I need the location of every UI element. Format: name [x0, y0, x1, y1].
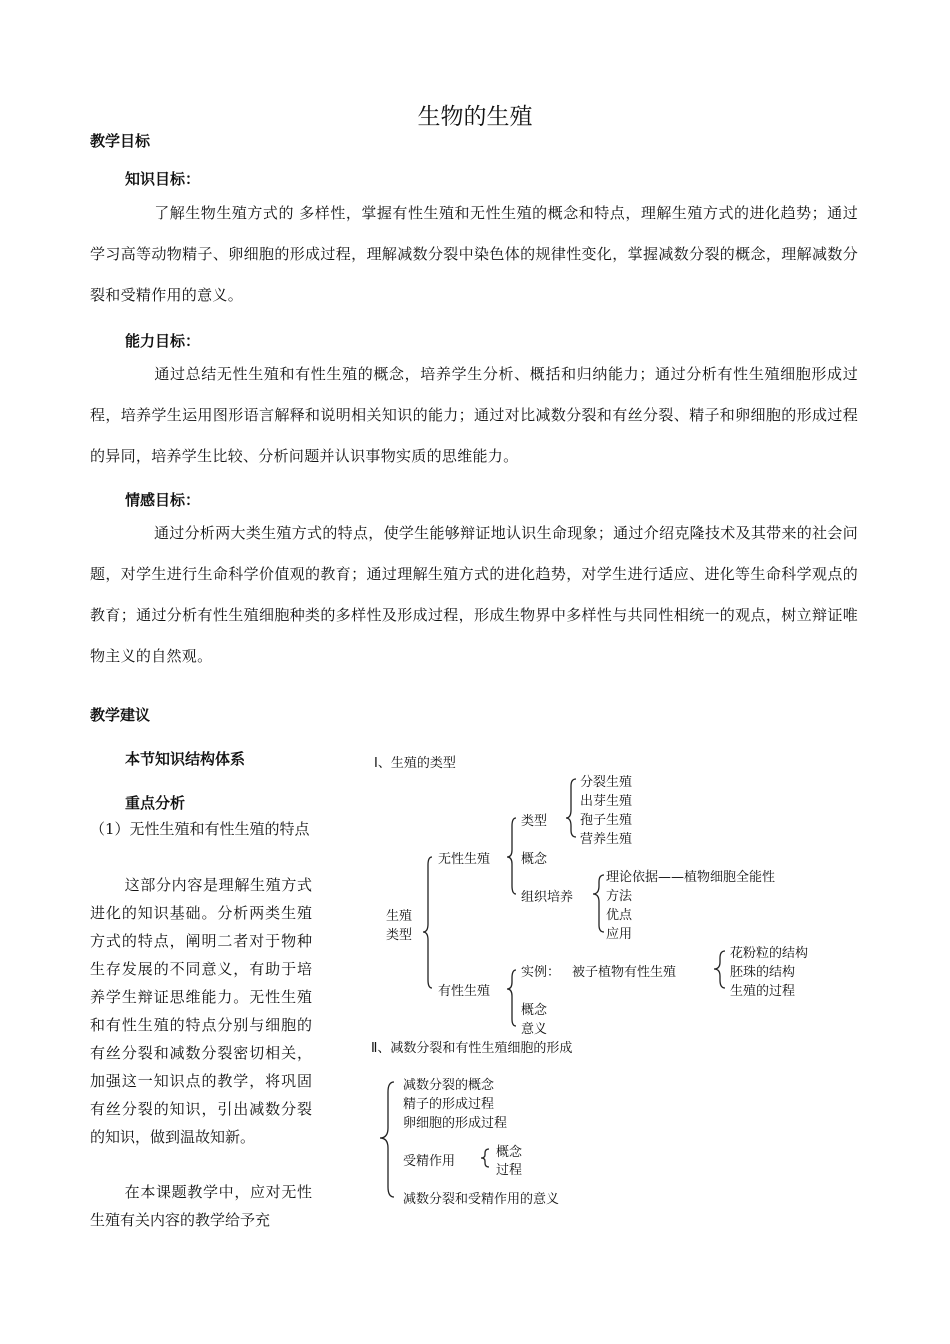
knowledge-text: 了解生物生殖方式的 多样性，掌握有性生殖和无性生殖的概念和特点，理解生殖方式的进化趋势；通过学习高等动物精子、卵细胞的形成过程，理解减数分裂中染色体的规律性变化，掌握减数分裂的概念，理解减数分裂和受精作用的意义。	[90, 204, 858, 304]
diagram-tissue-culture: 组织培养	[521, 890, 574, 905]
emotion-heading: 情感目标：	[125, 491, 201, 509]
diagram-example-text: 被子植物有性生殖	[572, 965, 677, 980]
diagram-p2-2: 精子的形成过程	[403, 1097, 495, 1112]
diagram-ex-3: 生殖的过程	[730, 984, 796, 999]
diagram-sexual-concept: 概念	[521, 1003, 548, 1018]
diagram-type-2: 出芽生殖	[580, 794, 633, 809]
diagram-ex-2: 胚珠的结构	[730, 965, 796, 980]
diagram-p2-last: 减数分裂和受精作用的意义	[403, 1192, 560, 1207]
ability-text: 通过总结无性生殖和有性生殖的概念，培养学生分析、概括和归纳能力；通过分析有性生殖细胞形成过程，培养学生运用图形语言解释和说明相关知识的能力；通过对比减数分裂和有丝分裂、精子和卵细胞的形成过程的异同，培养学生比较、分析问题并认识事物实质的思维能力。	[90, 365, 858, 465]
diagram-tc-method: 方法	[606, 889, 633, 904]
diagram-type-3: 孢子生殖	[580, 813, 633, 828]
diagram-type-4: 营养生殖	[580, 832, 633, 847]
diagram-p2-1: 减数分裂的概念	[403, 1078, 495, 1093]
diagram-fertilization: 受精作用	[403, 1154, 456, 1169]
key-paragraph-2-text: 在本课题教学中，应对无性生殖有关内容的教学给予充	[90, 1183, 312, 1229]
diagram-ex-1: 花粉粒的结构	[730, 946, 809, 961]
diagram-fert-concept: 概念	[496, 1145, 523, 1160]
diagram-asexual-concept: 概念	[521, 852, 548, 867]
knowledge-heading: 知识目标：	[125, 170, 201, 188]
key-paragraph-1-text: 这部分内容是理解生殖方式进化的知识基础。分析两类生殖方式的特点，阐明二者对于物种生存发展的不同意义，有助于培养学生辩证思维能力。无性生殖和有性生殖的特点分别与细胞的有丝分裂和减数分裂密切相关，加强这一知识点的教学，将巩固有丝分裂的知识，引出减数分裂的知识，做到温故知新。	[90, 876, 312, 1146]
diagram-p2-3: 卵细胞的形成过程	[403, 1116, 508, 1131]
diagram-root-line2: 类型	[386, 928, 413, 943]
diagram-root-line1: 生殖	[386, 909, 413, 924]
diagram-part1-title: Ⅰ、生殖的类型	[374, 756, 456, 771]
emotion-text: 通过分析两大类生殖方式的特点，使学生能够辩证地认识生命现象；通过介绍克隆技术及其带来的社会问题，对学生进行生命科学价值观的教育；通过理解生殖方式的进化趋势，对学生进行适应、进化等生命科学观点的教育；通过分析有性生殖细胞种类的多样性及形成过程，形成生物界中多样性与共同性相统一的观点，树立辩证唯物主义的自然观。	[90, 524, 858, 665]
page-title: 生物的生殖	[417, 104, 533, 130]
ability-heading: 能力目标：	[125, 332, 201, 350]
structure-heading: 本节知识结构体系	[125, 750, 246, 768]
section-heading-goals: 教学目标	[90, 132, 151, 150]
diagram-tc-basis: 理论依据——植物细胞全能性	[606, 870, 776, 885]
key-subheading: （1）无性生殖和有性生殖的特点	[90, 820, 310, 838]
diagram-fert-process: 过程	[496, 1163, 523, 1178]
diagram-part2-title: Ⅱ、减数分裂和有性生殖细胞的形成	[371, 1041, 573, 1056]
section-heading-suggest: 教学建议	[90, 706, 151, 724]
diagram-sexual: 有性生殖	[438, 984, 491, 999]
diagram-asexual: 无性生殖	[438, 852, 491, 867]
diagram-types-label: 类型	[521, 814, 548, 829]
diagram-sexual-meaning: 意义	[521, 1022, 548, 1037]
key-heading: 重点分析	[125, 794, 186, 812]
diagram-tc-application: 应用	[606, 927, 633, 942]
diagram-example-label: 实例：	[521, 965, 561, 980]
diagram-type-1: 分裂生殖	[580, 775, 633, 790]
diagram-tc-advantage: 优点	[606, 908, 633, 923]
